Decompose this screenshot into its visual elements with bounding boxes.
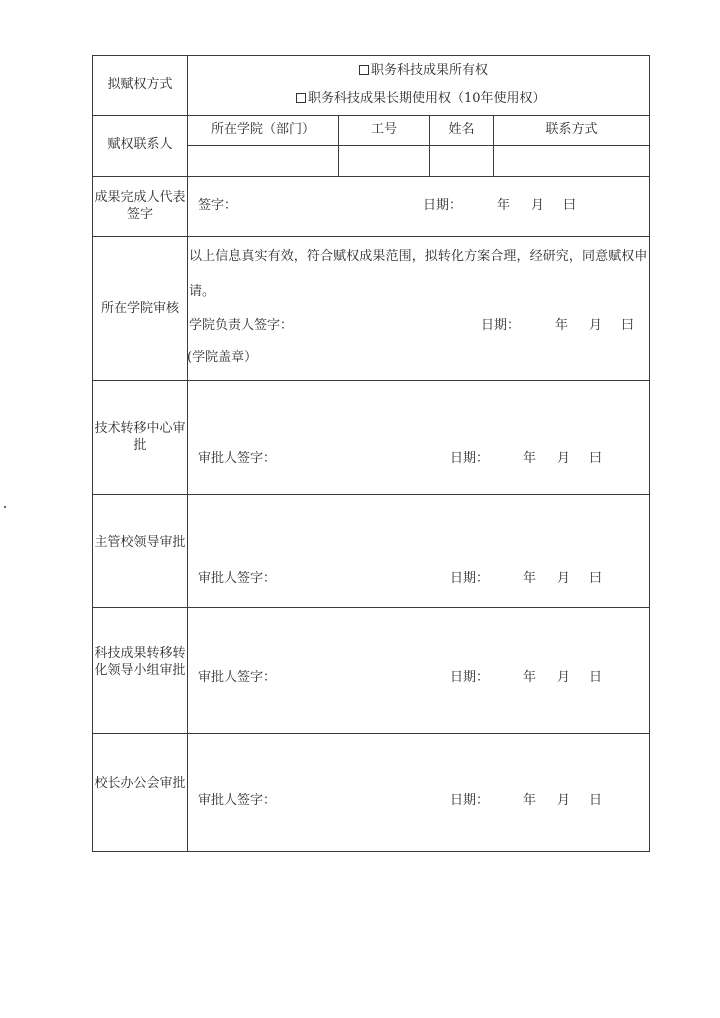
option-ownership[interactable] — [359, 63, 488, 79]
tech-center-label-line2: 批 — [133, 438, 147, 453]
tech-center-year: 年 — [523, 451, 537, 466]
president-date: 日期： — [450, 793, 490, 808]
college-head-sign: 学院负责人签字： — [189, 318, 294, 333]
president-label: 校长办公会审批 — [94, 776, 186, 791]
completer-year: 年 — [497, 198, 511, 213]
group-month: 月 — [557, 670, 571, 685]
header-contact-method: 联系方式 — [545, 122, 598, 137]
tech-center-label-line1: 技术转移中心审 — [94, 421, 186, 436]
scan-speck — [4, 506, 6, 508]
completer-sign: 签字： — [198, 198, 238, 213]
group-sign: 审批人签字： — [198, 670, 277, 685]
group-label-line1: 科技成果转移转 — [94, 646, 186, 661]
completer-label — [93, 189, 187, 223]
college-year: 年 — [555, 318, 569, 333]
completer-label-line2: 签字 — [126, 207, 153, 222]
leader-month: 月 — [557, 571, 571, 586]
completer-month: 月 — [531, 198, 545, 213]
tech-center-month: 月 — [557, 451, 571, 466]
tech-center-day: 曰 — [589, 451, 603, 466]
college-review-label: 所在学院审核 — [100, 301, 179, 316]
row-divider-2 — [93, 176, 649, 177]
tech-center-label — [93, 420, 187, 454]
college-month: 月 — [589, 318, 603, 333]
president-day: 日 — [589, 793, 603, 808]
input-contact-method[interactable] — [494, 146, 649, 176]
completer-date: 日期： — [423, 198, 463, 213]
president-month: 月 — [557, 793, 571, 808]
row-divider-5 — [93, 494, 649, 495]
group-date: 日期： — [450, 670, 490, 685]
option-ownership-label: 职务科技成果所有权 — [371, 63, 489, 78]
row-divider-3 — [93, 236, 649, 237]
ownership-checkbox[interactable] — [359, 65, 369, 75]
method-label: 拟赋权方式 — [107, 77, 173, 92]
option-usage-right-label: 职务科技成果长期使用权（10年使用权） — [308, 91, 546, 106]
row-divider-7 — [93, 733, 649, 734]
contact-label: 赋权联系人 — [107, 137, 173, 152]
college-review-text-line2: 请。 — [189, 284, 216, 299]
usage-right-checkbox[interactable] — [296, 93, 306, 103]
input-college[interactable] — [188, 146, 338, 176]
input-staff-id[interactable] — [339, 146, 429, 176]
college-day: 曰 — [621, 318, 635, 333]
approval-form-table — [92, 55, 650, 852]
completer-day: 曰 — [563, 198, 577, 213]
completer-label-line1: 成果完成人代表 — [94, 190, 186, 205]
president-sign: 审批人签字： — [198, 793, 277, 808]
header-name: 姓名 — [448, 122, 475, 137]
president-year: 年 — [523, 793, 537, 808]
row-divider-6 — [93, 607, 649, 608]
college-seal-note: (学院盖章） — [187, 350, 258, 365]
header-staff-id: 工号 — [370, 122, 397, 137]
option-usage-right[interactable] — [296, 91, 546, 107]
college-review-text-line1: 以上信息真实有效，符合赋权成果范围，拟转化方案合理，经研究，同意赋权申 — [189, 249, 648, 264]
row-divider-4 — [93, 380, 649, 381]
row-divider-1 — [93, 115, 649, 116]
tech-center-sign: 审批人签字： — [198, 451, 277, 466]
leader-day: 曰 — [589, 571, 603, 586]
tech-center-date: 日期： — [450, 451, 490, 466]
leader-label: 主管校领导审批 — [94, 535, 186, 550]
group-label-line2: 化领导小组审批 — [94, 663, 186, 678]
group-label — [93, 645, 187, 679]
leader-year: 年 — [523, 571, 537, 586]
college-date: 日期： — [481, 318, 521, 333]
input-name[interactable] — [430, 146, 493, 176]
leader-sign: 审批人签字： — [198, 571, 277, 586]
header-college: 所在学院（部门） — [210, 122, 315, 137]
leader-date: 日期： — [450, 571, 490, 586]
group-day: 日 — [589, 670, 603, 685]
group-year: 年 — [523, 670, 537, 685]
